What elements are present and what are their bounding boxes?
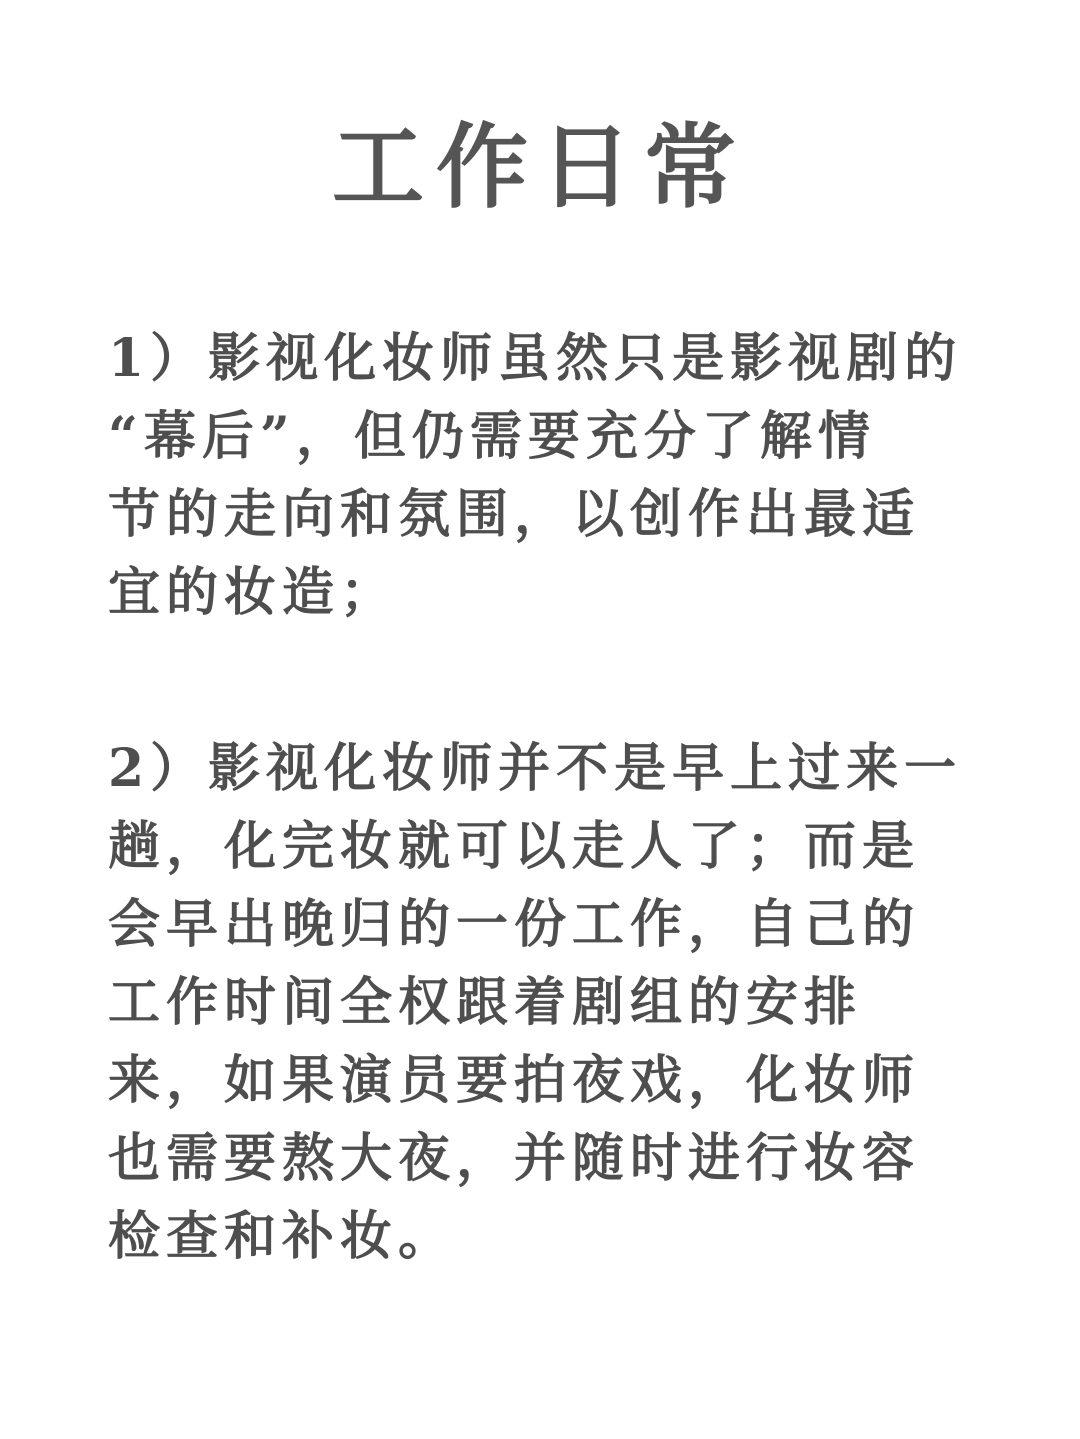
paragraph-line: 宜的妆造； — [108, 562, 399, 623]
paragraph-line: 1）影视化妆师虽然只是影视剧的 — [108, 328, 963, 389]
paragraph-line: 趟，化完妆就可以走人了；而是 — [108, 816, 921, 877]
page-title: 工作日常 — [331, 113, 748, 221]
paragraph-line: 检查和补妆。 — [108, 1206, 457, 1267]
paragraph-1 — [108, 320, 978, 632]
paragraph-line: 也需要熬大夜，并随时进行妆容 — [108, 1128, 921, 1189]
paragraph-line: 节的走向和氛围，以创作出最适 — [108, 484, 921, 545]
paragraph-line: 会早出晚归的一份工作，自己的 — [108, 894, 921, 955]
paragraph-line: 工作时间全权跟着剧组的安排 — [108, 972, 863, 1033]
paragraph-line: “幕后”，但仍需要充分了解情 — [108, 406, 876, 467]
paragraph-line: 来，如果演员要拍夜戏，化妆师 — [108, 1050, 921, 1111]
paragraph-2 — [108, 730, 978, 1276]
paragraph-line: 2）影视化妆师并不是早上过来一 — [108, 738, 963, 799]
